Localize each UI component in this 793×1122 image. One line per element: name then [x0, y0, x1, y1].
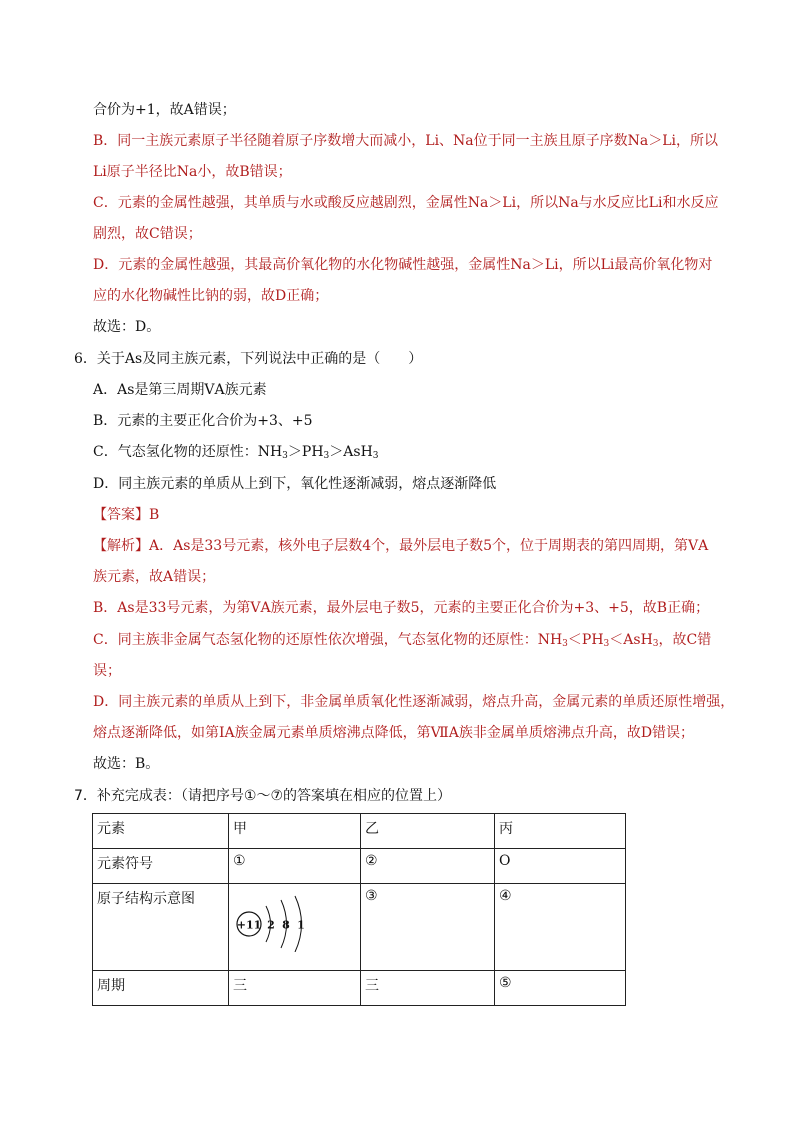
table-cell: 周期	[93, 971, 229, 1006]
text: D．同主族元素的单质从上到下，非金属单质氧化性逐渐减弱，熔点升高，金属元素的单质还原性增强，	[93, 694, 735, 710]
text: 7．补充完成表：（请把序号①～⑦的答案填在相应的位置上）	[74, 788, 452, 804]
option-b	[93, 411, 733, 431]
text-line	[93, 162, 733, 182]
text: 合价为+1，故A错误；	[93, 102, 236, 118]
text: Li原子半径比Na小，故B错误；	[93, 164, 292, 180]
subscript: 3	[562, 639, 568, 649]
text: D．同主族元素的单质从上到下，氧化性逐渐减弱，熔点逐渐降低	[93, 476, 497, 492]
subscript: 3	[282, 451, 288, 461]
subscript: 3	[372, 451, 379, 461]
text: 族元素，故A错误；	[93, 569, 216, 585]
element-table	[92, 813, 626, 1006]
text: B．As是33号元素，为第ⅤA族元素，最外层电子数5，元素的主要正化合价为+3、+5，故B正确；	[93, 600, 710, 616]
atomic-structure-diagram	[233, 890, 323, 952]
table-cell: 元素	[93, 814, 229, 849]
table-row	[93, 884, 626, 971]
text-line	[93, 131, 733, 151]
text: D．元素的金属性越强，其最高价氧化物的水化物碱性越强，金属性Na＞Li，所以Li最高价氧化物对	[93, 257, 713, 273]
table-cell: 三	[361, 971, 495, 1006]
shell-electrons: 1	[297, 918, 305, 932]
text-line	[93, 100, 733, 120]
table-cell: 三	[229, 971, 361, 1006]
text-line	[93, 224, 733, 244]
analysis-line	[93, 723, 733, 743]
option-d	[93, 474, 733, 494]
table-cell: 乙	[361, 814, 495, 849]
text: 故选：B。	[93, 756, 160, 772]
subscript: 3	[323, 451, 330, 461]
table-cell: ⑤	[495, 971, 626, 1006]
table-cell: 原子结构示意图	[93, 884, 229, 971]
table-row	[93, 814, 626, 849]
table-cell: 甲	[229, 814, 361, 849]
subscript: 3	[603, 639, 610, 649]
text: 6．关于As及同主族元素，下列说法中正确的是（ ）	[74, 351, 423, 367]
nucleus-charge: +11	[236, 918, 262, 932]
text-line	[93, 193, 733, 213]
text: C．同主族非金属气态氢化物的还原性依次增强，气态氢化物的还原性：NH	[93, 632, 563, 648]
question-7-stem	[74, 786, 733, 806]
answer-line	[93, 505, 733, 525]
text: 误；	[93, 663, 121, 679]
option-c	[93, 442, 733, 466]
text: B．同一主族元素原子半径随着原子序数增大而减小，Li、Na位于同一主族且原子序数Na＞Li，所以	[93, 133, 719, 149]
text: ＞PH	[287, 444, 324, 460]
text: B．元素的主要正化合价为+3、+5	[93, 413, 313, 429]
analysis-line	[93, 598, 733, 618]
text-line	[93, 255, 733, 275]
atom-diagram-cell	[229, 884, 361, 971]
text: 熔点逐渐降低，如第ⅠA族金属元素单质熔沸点降低，第ⅦA族非金属单质熔沸点升高，故D错误；	[93, 725, 695, 741]
table-cell: 丙	[495, 814, 626, 849]
shell-electrons: 2	[267, 918, 275, 932]
table-cell: 元素符号	[93, 849, 229, 884]
text: ＜AsH	[609, 632, 653, 648]
table-cell: ④	[495, 884, 626, 971]
text-line	[93, 317, 733, 337]
analysis-line	[93, 692, 733, 712]
table-row	[93, 849, 626, 884]
text: 剧烈，故C错误；	[93, 226, 202, 242]
text: 应的水化物碱性比钠的弱，故D正确；	[93, 288, 329, 304]
text: ＞AsH	[329, 444, 373, 460]
text: 【解析】A．As是33号元素，核外电子层数4个，最外层电子数5个，位于周期表的第四周期，第ⅤA	[93, 538, 709, 554]
table-row	[93, 971, 626, 1006]
shell-electrons: 8	[282, 918, 290, 932]
text-line	[93, 286, 733, 306]
text: ＜PH	[567, 632, 604, 648]
analysis-line	[93, 567, 733, 587]
subscript: 3	[652, 639, 659, 649]
analysis-line	[93, 536, 733, 556]
text: A．As是第三周期ⅤA族元素	[93, 382, 267, 398]
question-6-stem	[74, 349, 733, 369]
text: 故选：D。	[93, 319, 161, 335]
analysis-line	[93, 754, 733, 774]
text: C．元素的金属性越强，其单质与水或酸反应越剧烈，金属性Na＞Li，所以Na与水反应比Li和水反应	[93, 195, 719, 211]
text: C．气态氢化物的还原性：NH	[93, 444, 283, 460]
option-a	[93, 380, 733, 400]
text: 【答案】B	[93, 507, 160, 523]
analysis-line	[93, 630, 733, 654]
table-cell: ①	[229, 849, 361, 884]
analysis-line	[93, 661, 733, 681]
table-cell: O	[495, 849, 626, 884]
text: ，故C错	[658, 632, 712, 648]
table-cell: ③	[361, 884, 495, 971]
table-cell: ②	[361, 849, 495, 884]
